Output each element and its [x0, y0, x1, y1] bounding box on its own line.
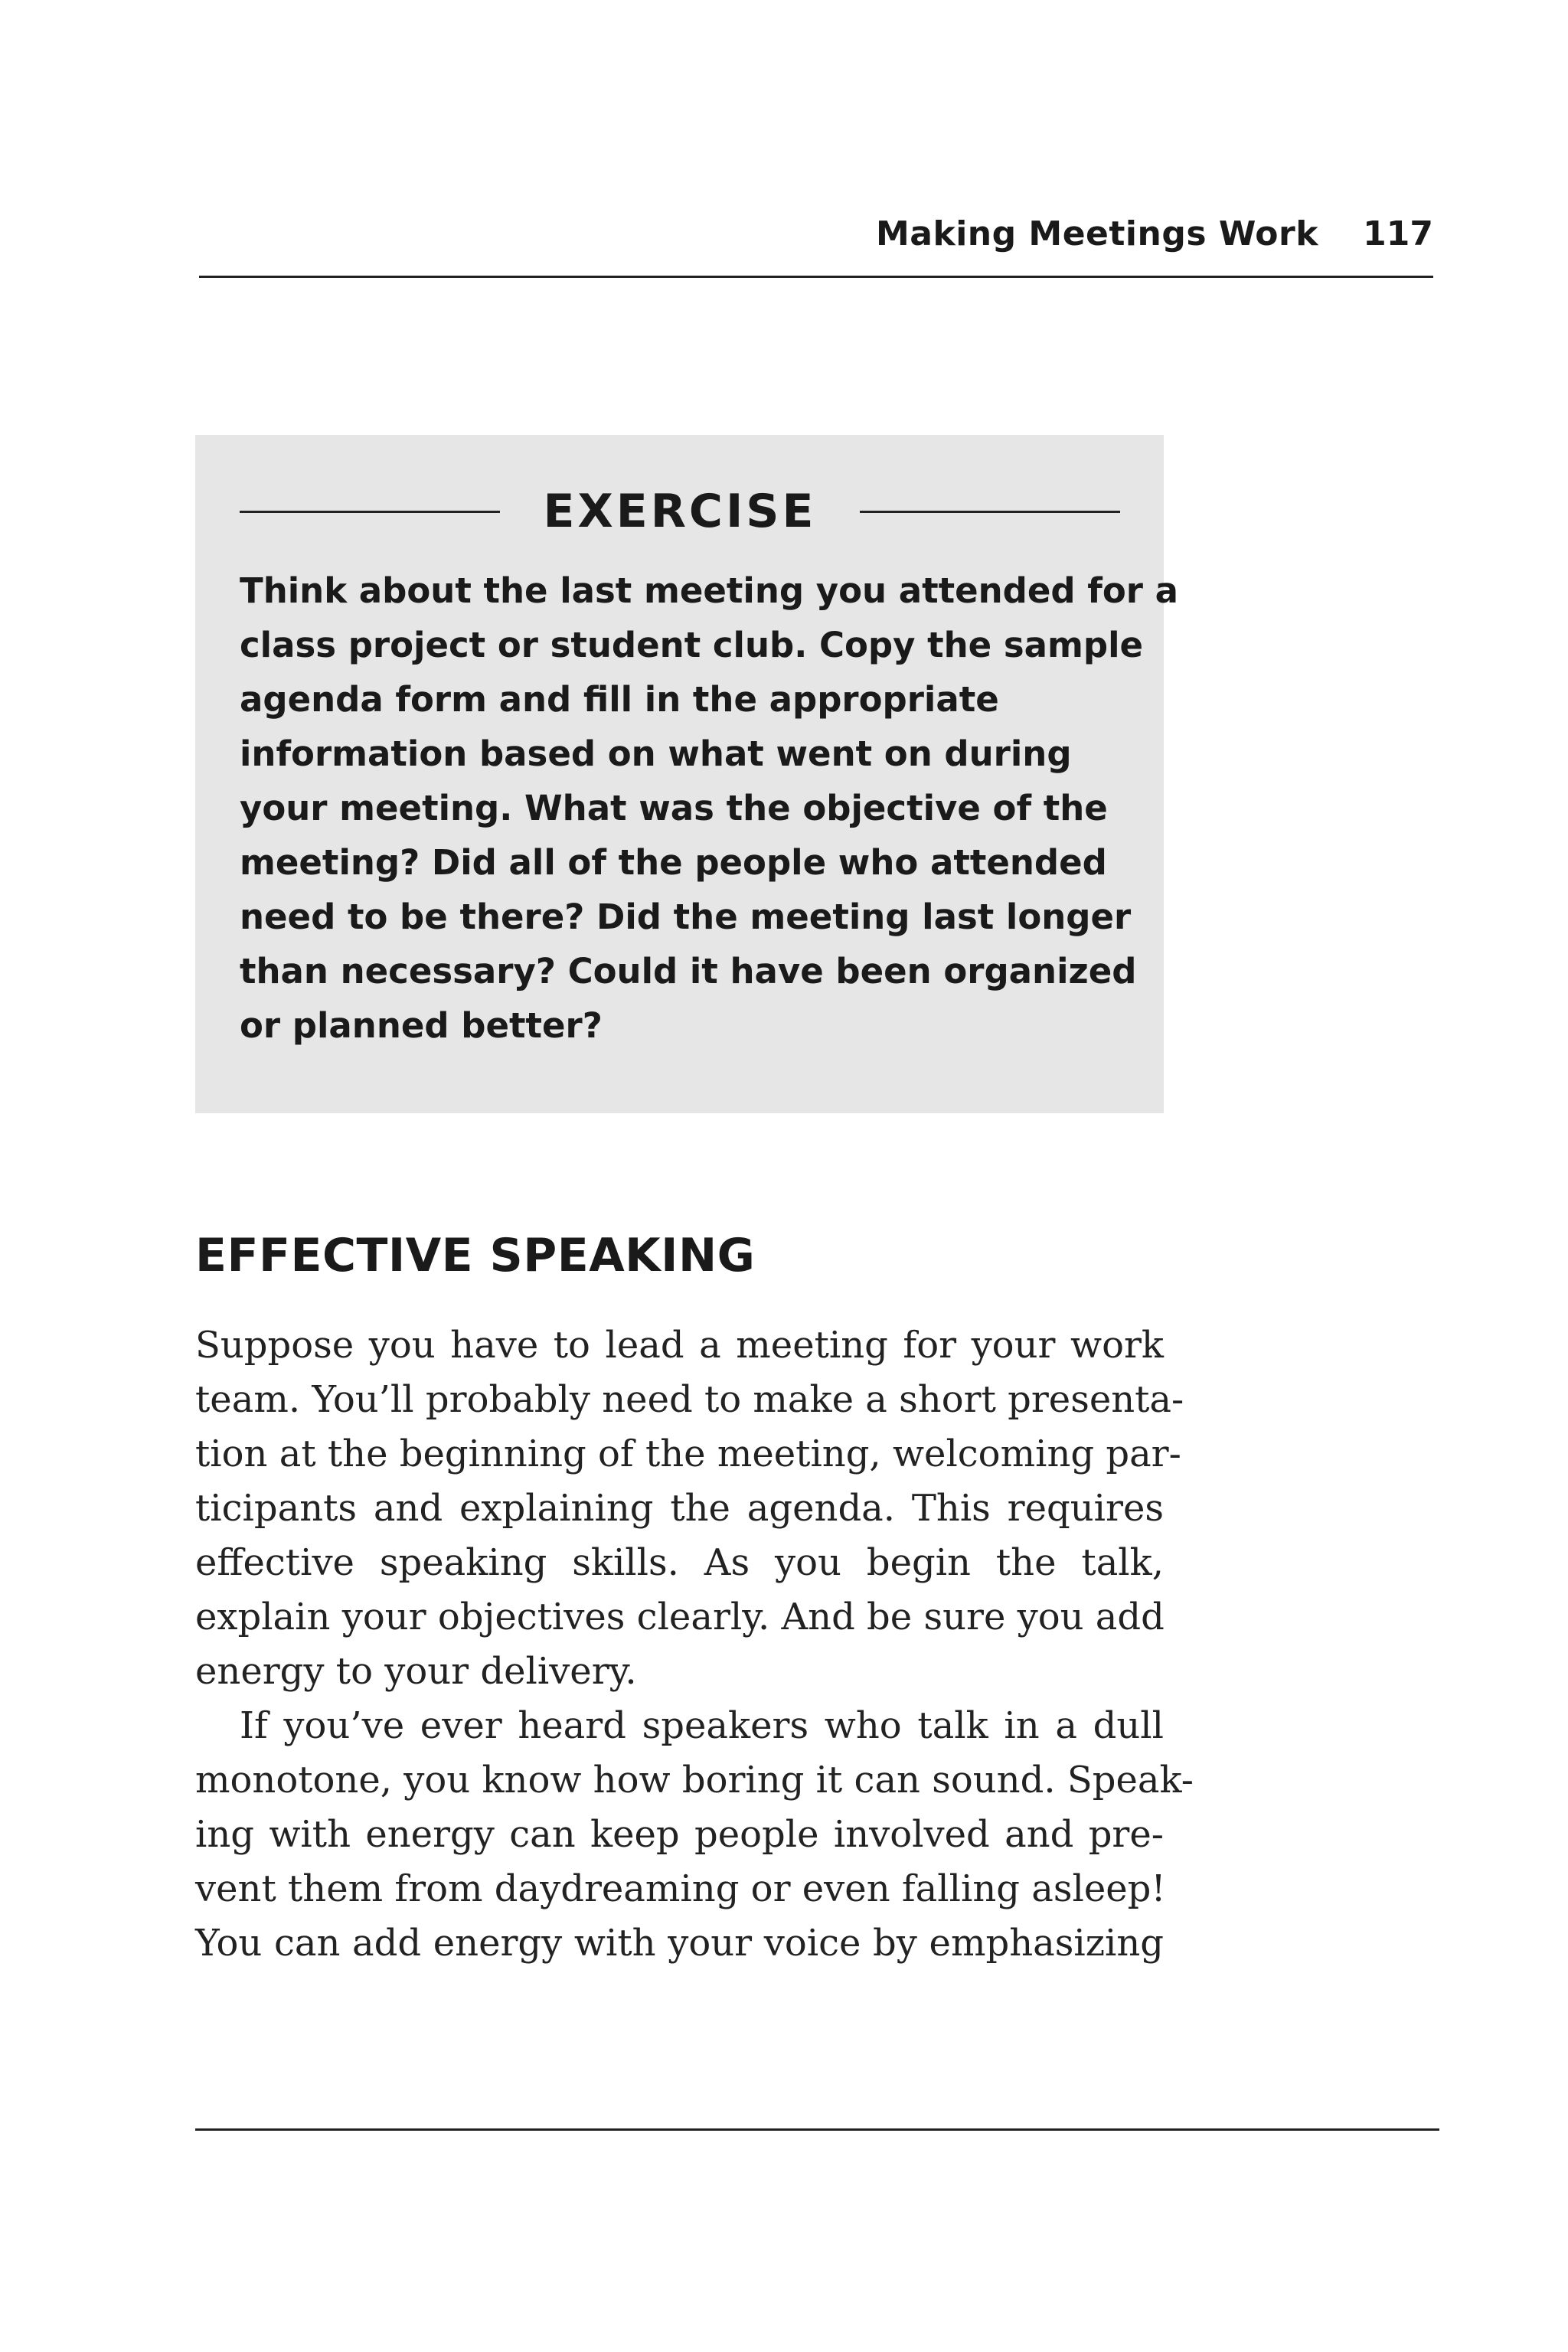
exercise-body — [240, 564, 1178, 1053]
body-line: explain your objectives clearly. And be sure you add — [195, 1596, 1165, 1638]
section-heading: EFFECTIVE SPEAKING — [195, 1229, 756, 1282]
body-line: tion at the beginning of the meeting, welcoming par- — [195, 1432, 1181, 1475]
body-line: ticipants and explaining the agenda. This requires — [195, 1487, 1164, 1530]
exercise-line: your meeting. What was the objective of the — [240, 788, 1108, 828]
body-line: energy to your delivery. — [195, 1650, 637, 1693]
body-line: effective speaking skills. As you begin the talk, — [195, 1541, 1164, 1584]
body-line: Suppose you have to lead a meeting for your work — [195, 1324, 1164, 1367]
body-line: If you’ve ever heard speakers who talk in a dull — [240, 1704, 1164, 1747]
exercise-line: agenda form and fill in the appropriate — [240, 679, 999, 720]
body-line: ing with energy can keep people involved and pre- — [195, 1813, 1164, 1856]
page-number: 117 — [1363, 214, 1433, 253]
body-line: monotone, you know how boring it can sound. Speak- — [195, 1759, 1194, 1802]
footer-rule — [195, 2128, 1439, 2131]
exercise-line: need to be there? Did the meeting last longer — [240, 897, 1132, 937]
exercise-line: information based on what went on during — [240, 733, 1072, 774]
exercise-line: Think about the last meeting you attended for a — [240, 570, 1178, 611]
body-text — [195, 1318, 1194, 1971]
running-header — [199, 207, 1433, 278]
paragraph-1 — [195, 1318, 1184, 1699]
running-header-title: Making Meetings Work — [875, 214, 1318, 253]
exercise-line: or planned better? — [240, 1005, 603, 1046]
body-line: You can add energy with your voice by emphasizing — [195, 1922, 1164, 1965]
exercise-heading: EXERCISE — [543, 485, 817, 538]
exercise-box — [195, 435, 1178, 1113]
paragraph-2 — [195, 1699, 1194, 1971]
exercise-line: class project or student club. Copy the sample — [240, 625, 1144, 665]
exercise-heading-row — [240, 481, 1120, 542]
body-line: team. You’ll probably need to make a short presenta- — [195, 1378, 1184, 1421]
exercise-rule-right — [860, 511, 1120, 513]
body-line: vent them from daydreaming or even falling asleep! — [195, 1867, 1166, 1910]
exercise-line: meeting? Did all of the people who attended — [240, 842, 1107, 883]
exercise-rule-left — [240, 511, 500, 513]
exercise-line: than necessary? Could it have been organized — [240, 951, 1137, 991]
